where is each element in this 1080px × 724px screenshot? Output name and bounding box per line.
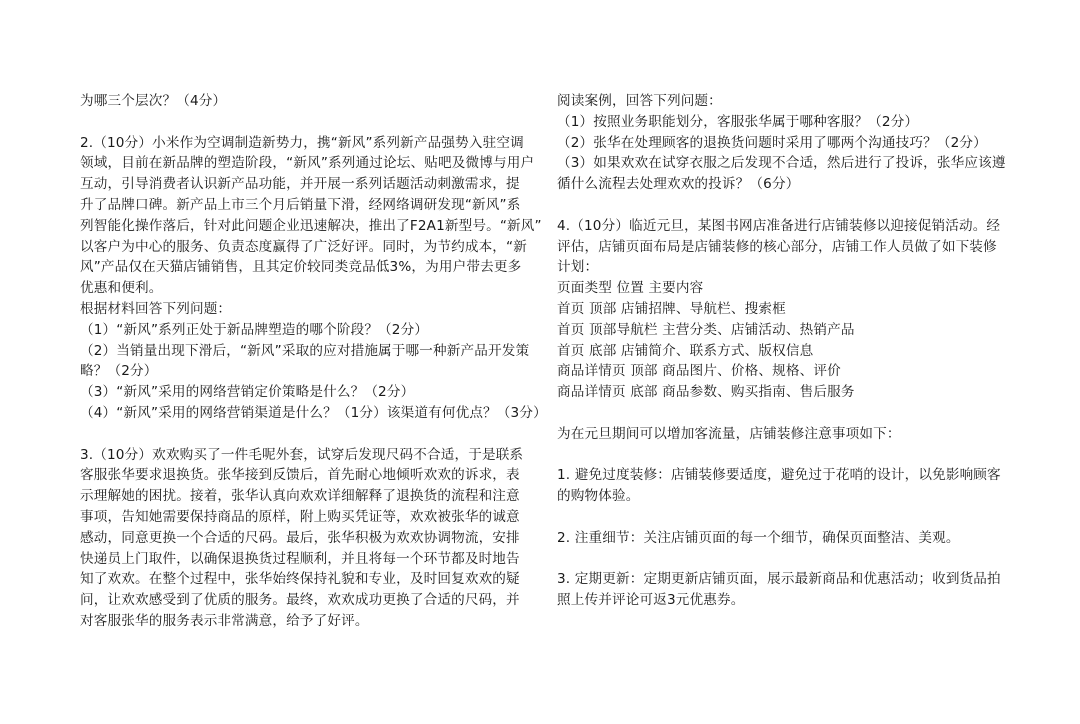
note-1: 1. 避免过度装修：店铺装修要适度，避免过于花哨的设计，以免影响顾客 xyxy=(557,467,1001,484)
table-header: 页面类型 位置 主要内容 xyxy=(557,280,704,297)
question-2-line: 以客户为中心的服务、负责态度赢得了广泛好评。同时，为节约成本，“新 xyxy=(80,238,527,255)
question-2-line: 优惠和便利。 xyxy=(80,280,163,297)
sub-question: （3）“新风”采用的网络营销定价策略是什么？（2分） xyxy=(80,384,415,401)
question-3-prompt: 阅读案例，回答下列问题： xyxy=(557,93,722,109)
sub-question: （2）当销量出现下滑后，“新风”采取的应对措施属于哪一种新产品开发策 xyxy=(80,342,530,359)
question-3 xyxy=(80,445,532,632)
notes-intro: 为在元旦期间可以增加客流量，店铺装修注意事项如下： xyxy=(557,425,901,442)
left-column xyxy=(80,91,547,632)
question-2-line: 2.（10分）小米作为空调制造新势力，携“新风”系列新产品强势入驻空调 xyxy=(80,134,524,151)
question-3-line: 快递员上门取件，以确保退换货过程顺利，并且将每一个环节都及时地告 xyxy=(80,550,520,567)
note-1: 的购物体验。 xyxy=(557,488,640,505)
question-2-prompt: 根据材料回答下列问题： xyxy=(80,300,232,317)
question-2-line: 风”产品仅在天猫店铺销售，且其定价较同类竞品低3%，为用户带去更多 xyxy=(80,259,522,276)
table-row: 首页 底部 店铺简介、联系方式、版权信息 xyxy=(557,342,814,359)
note-3: 3. 定期更新：定期更新店铺页面，展示最新商品和优惠活动；收到货品拍 xyxy=(557,571,1001,588)
right-column xyxy=(557,91,1012,611)
question-4-line: 计划： xyxy=(557,259,599,276)
question-3-line: 事项，告知她需要保持商品的原样，附上购买凭证等，欢欢被张华的诚意 xyxy=(80,508,520,525)
question-3-line: 知了欢欢。在整个过程中，张华始终保持礼貌和专业，及时回复欢欢的疑 xyxy=(80,571,520,588)
question-1-tail: 为哪三个层次？（4分） xyxy=(80,93,227,109)
question-3-line: 对客服张华的服务表示非常满意，给予了好评。 xyxy=(80,612,369,629)
question-3-line: 客服张华要求退换货。张华接到反馈后，首先耐心地倾听欢欢的诉求，表 xyxy=(80,467,520,484)
sub-question: （1）“新风”系列正处于新品牌塑造的哪个阶段？（2分） xyxy=(80,321,429,338)
question-3-line: 3.（10分）欢欢购买了一件毛呢外套，试穿后发现尺码不合适，于是联系 xyxy=(80,446,524,463)
note-3: 照上传并评论可返3元优惠券。 xyxy=(557,592,745,609)
question-2 xyxy=(80,133,547,424)
layout-table xyxy=(557,278,1012,403)
note-2: 2. 注重细节：关注店铺页面的每一个细节，确保页面整洁、美观。 xyxy=(557,529,960,546)
table-row: 商品详情页 底部 商品参数、购买指南、售后服务 xyxy=(557,384,855,401)
sub-question: （4）“新风”采用的网络营销渠道是什么？（1分）该渠道有何优点？（3分） xyxy=(80,404,547,421)
table-row: 首页 顶部导航栏 主营分类、店铺活动、热销产品 xyxy=(557,321,855,338)
sub-question: （2）张华在处理顾客的退换货问题时采用了哪两个沟通技巧？（2分） xyxy=(557,134,987,151)
question-4 xyxy=(557,216,1012,611)
question-2-line: 升了品牌口碑。新产品上市三个月后销量下滑，经网络调研发现“新风”系 xyxy=(80,196,521,213)
question-4-line: 评估，店铺页面布局是店铺装修的核心部分，店铺工作人员做了如下装修 xyxy=(557,238,997,255)
sub-question: （3）如果欢欢在试穿衣服之后发现不合适，然后进行了投诉，张华应该遵 xyxy=(557,155,1006,172)
question-2-line: 列智能化操作落后，针对此问题企业迅速解决，推出了F2A1新型号。“新风” xyxy=(80,217,542,234)
sub-question: 循什么流程去处理欢欢的投诉？（6分） xyxy=(557,176,800,193)
question-2-line: 领域，目前在新品牌的塑造阶段，“新风”系列通过论坛、贴吧及微博与用户 xyxy=(80,155,535,172)
question-3-line: 示理解她的困扰。接着，张华认真向欢欢详细解释了退换货的流程和注意 xyxy=(80,488,520,505)
question-4-line: 4.（10分）临近元旦，某图书网店准备进行店铺装修以迎接促销活动。经 xyxy=(557,217,1001,234)
sub-question: 略？（2分） xyxy=(80,363,158,380)
question-3-line: 感动，同意更换一个合适的尺码。最后，张华积极为欢欢协调物流，安排 xyxy=(80,529,520,546)
question-2-line: 互动，引导消费者认识新产品功能，并开展一系列话题活动刺激需求，提 xyxy=(80,176,520,193)
table-row: 商品详情页 顶部 商品图片、价格、规格、评价 xyxy=(557,363,841,380)
sub-question: （1）按照业务职能划分，客服张华属于哪种客服？（2分） xyxy=(557,113,919,130)
table-row: 首页 顶部 店铺招牌、导航栏、搜索框 xyxy=(557,300,786,317)
question-3-line: 问，让欢欢感受到了优质的服务。最终，欢欢成功更换了合适的尺码，并 xyxy=(80,592,520,609)
